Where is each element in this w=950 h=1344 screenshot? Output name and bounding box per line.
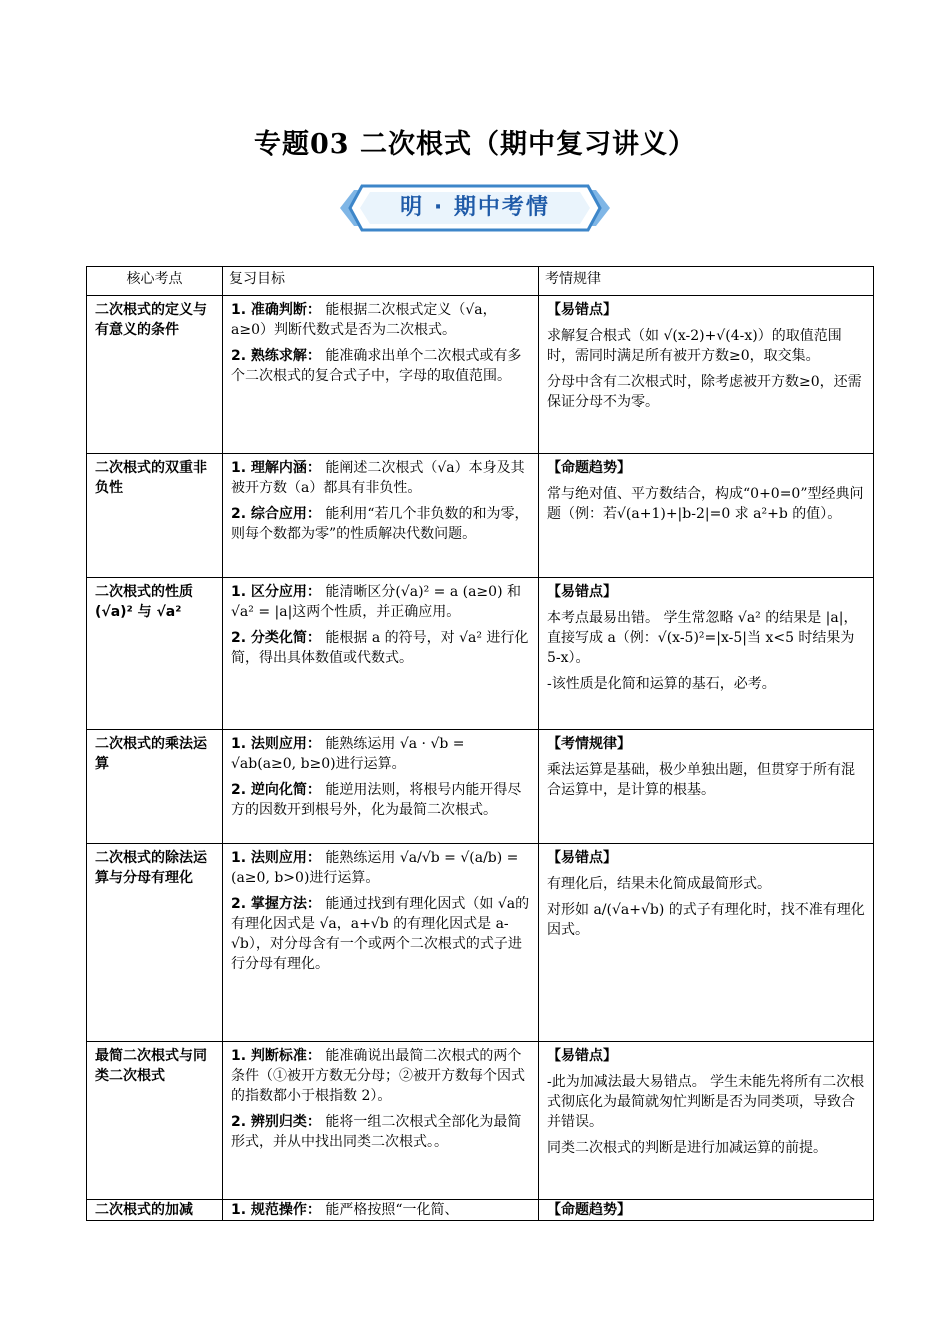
- goal-item: 1. 法则应用： 能熟练运用 √a/√b = √(a/b) = (a≥0, b>0)进行运算。: [231, 850, 519, 886]
- table-header-row: [87, 267, 874, 296]
- trend-tag: 【易错点】: [547, 1048, 617, 1064]
- header-goal: 复习目标: [223, 267, 539, 296]
- topic-cell: 二次根式的性质 (√a)² 与 √a²: [87, 578, 223, 730]
- goal-item: 2. 掌握方法： 能通过找到有理化因式（如 √a的有理化因式是 √a，a+√b 的有理化因式是 a-√b），对分母含有一个或两个二次根式的式子进行分母有理化。: [231, 896, 530, 972]
- table-row: [87, 1042, 874, 1200]
- trend-cell: [539, 454, 874, 578]
- goal-item: 2. 辨别归类： 能将一组二次根式全部化为最简形式，并从中找出同类二次根式。。: [231, 1114, 522, 1150]
- goal-item: 2. 熟练求解： 能准确求出单个二次根式或有多个二次根式的复合式子中，字母的取值范围。: [231, 348, 522, 384]
- trend-text: 对形如 a/(√a+√b) 的式子有理化时，找不准有理化因式。: [547, 902, 865, 938]
- goal-cell: [223, 844, 539, 1042]
- trend-tag: 【考情规律】: [547, 736, 631, 752]
- trend-cell: [539, 844, 874, 1042]
- topic-cell: 二次根式的乘法运算: [87, 730, 223, 844]
- goal-cell: 1. 规范操作： 能严格按照“一化简、: [223, 1200, 539, 1221]
- trend-text: 本考点最易出错。 学生常忽略 √a² 的结果是 |a|，直接写成 a（例：√(x-5)²=|x-5|当 x<5 时结果为 5-x）。: [547, 610, 858, 666]
- trend-text: -此为加减法最大易错点。 学生未能先将所有二次根式彻底化为最简就匆忙判断是否为同类项，导致合并错误。: [547, 1074, 865, 1130]
- trend-text: 求解复合根式（如 √(x-2)+√(4-x)）的取值范围时，需同时满足所有被开方数≥0，取交集。: [547, 328, 842, 364]
- goal-item: 1. 准确判断： 能根据二次根式定义（√a，a≥0）判断代数式是否为二次根式。: [231, 302, 497, 338]
- goal-cell: [223, 296, 539, 454]
- trend-cell: [539, 1200, 874, 1221]
- goal-cell: [223, 578, 539, 730]
- trend-text: 常与绝对值、平方数结合，构成“0+0=0”型经典问题（例：若√(a+1)+|b-2|=0 求 a²+b 的值）。: [547, 486, 864, 522]
- trend-text: 同类二次根式的判断是进行加减运算的前提。: [547, 1140, 827, 1156]
- trend-tag: 【命题趋势】: [547, 1202, 631, 1218]
- header-trend: 考情规律: [539, 267, 874, 296]
- topic-cell: 二次根式的定义与有意义的条件: [87, 296, 223, 454]
- trend-tag: 【易错点】: [547, 850, 617, 866]
- trend-cell: [539, 296, 874, 454]
- goal-cell: [223, 730, 539, 844]
- topic-cell: 二次根式的双重非负性: [87, 454, 223, 578]
- goal-item: 1. 区分应用： 能清晰区分(√a)² = a (a≥0) 和 √a² = |a|这两个性质，并正确应用。: [231, 584, 521, 620]
- goal-cell: [223, 454, 539, 578]
- section-banner: [340, 184, 610, 232]
- trend-text: 乘法运算是基础，极少单独出题，但贯穿于所有混合运算中，是计算的根基。: [547, 762, 855, 798]
- review-table: [86, 266, 874, 1221]
- goal-item: 1. 理解内涵： 能阐述二次根式（√a）本身及其被开方数（a）都具有非负性。: [231, 460, 525, 496]
- trend-text: -该性质是化简和运算的基石，必考。: [547, 676, 776, 692]
- trend-tag: 【命题趋势】: [547, 460, 631, 476]
- trend-text: 分母中含有二次根式时，除考虑被开方数≥0，还需保证分母不为零。: [547, 374, 862, 410]
- table-row: [87, 296, 874, 454]
- goal-item: 1. 判断标准： 能准确说出最简二次根式的两个条件（①被开方数无分母；②被开方数每个因式的指数都小于根指数 2）。: [231, 1048, 525, 1104]
- goal-item: 2. 综合应用： 能利用“若几个非负数的和为零，则每个数都为零”的性质解决代数问题。: [231, 506, 529, 542]
- topic-cell: 最简二次根式与同类二次根式: [87, 1042, 223, 1200]
- goal-cell: [223, 1042, 539, 1200]
- page-title: 专题03 二次根式（期中复习讲义）: [254, 129, 696, 160]
- trend-tag: 【易错点】: [547, 584, 617, 600]
- trend-cell: [539, 1042, 874, 1200]
- header-topic: 核心考点: [87, 267, 223, 296]
- table-row: [87, 730, 874, 844]
- trend-tag: 【易错点】: [547, 302, 617, 318]
- goal-item: 2. 分类化简： 能根据 a 的符号，对 √a² 进行化简，得出具体数值或代数式。: [231, 630, 529, 666]
- topic-cell: 二次根式的除法运算与分母有理化: [87, 844, 223, 1042]
- trend-cell: [539, 578, 874, 730]
- table-row: [87, 844, 874, 1042]
- goal-item: 1. 法则应用： 能熟练运用 √a · √b = √ab(a≥0, b≥0)进行运算。: [231, 736, 465, 772]
- table-row: [87, 578, 874, 730]
- trend-cell: [539, 730, 874, 844]
- trend-text: 有理化后，结果未化简成最简形式。: [547, 876, 771, 892]
- topic-cell: 二次根式的加减: [87, 1200, 223, 1221]
- banner-title: 明 · 期中考情: [400, 195, 550, 220]
- goal-item: 2. 逆向化简： 能逆用法则，将根号内能开得尽方的因数开到根号外，化为最简二次根式。: [231, 782, 522, 818]
- table-row: [87, 1200, 874, 1221]
- table-row: [87, 454, 874, 578]
